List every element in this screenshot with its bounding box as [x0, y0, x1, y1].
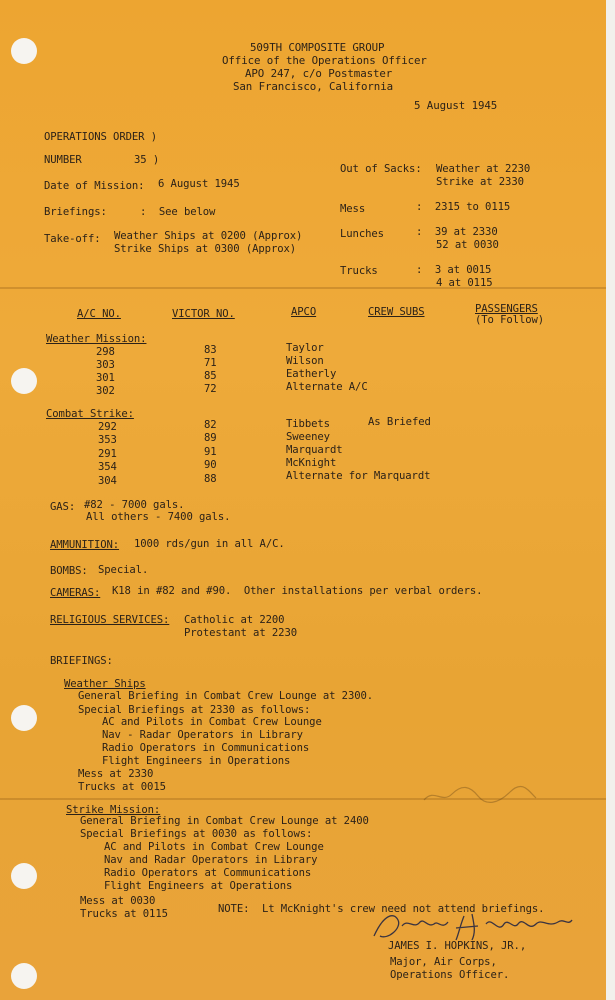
punch-hole — [11, 963, 37, 989]
takeoff-label: Take-off: — [44, 233, 101, 245]
table-cell-ac: 353 — [98, 434, 117, 446]
combat-strike-title: Combat Strike: — [46, 408, 134, 420]
table-cell-apco: Alternate A/C — [286, 381, 368, 393]
table-cell-victor: 85 — [204, 370, 217, 382]
briefing-line: Radio Operators at Communications — [104, 867, 312, 879]
table-cell-apco: Marquardt — [286, 444, 343, 456]
religious-catholic: Catholic at 2200 — [184, 614, 285, 626]
punch-hole — [11, 863, 37, 889]
cameras-value: K18 in #82 and #90. Other installations per verbal orders. — [112, 585, 483, 597]
religious-services-label: RELIGIOUS SERVICES: — [50, 614, 170, 626]
religious-protestant: Protestant at 2230 — [184, 627, 298, 639]
table-cell-ac: 354 — [98, 461, 117, 473]
signer-rank: Major, Air Corps, — [390, 956, 497, 968]
operations-order-label: OPERATIONS ORDER ) — [44, 131, 158, 143]
mess-label: Mess — [340, 203, 366, 215]
col-header-ac: A/C NO. — [77, 308, 121, 320]
table-cell-victor: 72 — [204, 383, 217, 395]
briefing-line: Mess at 0030 — [80, 895, 156, 907]
table-cell-apco: Sweeney — [286, 431, 330, 443]
lunches-label: Lunches — [340, 228, 384, 240]
takeoff-weather: Weather Ships at 0200 (Approx) — [114, 230, 303, 242]
table-cell-ac: 298 — [96, 346, 115, 358]
trucks-label: Trucks — [340, 265, 378, 277]
table-cell-apco: Taylor — [286, 342, 324, 354]
org-name: 509TH COMPOSITE GROUP — [250, 41, 385, 54]
weather-ships-title: Weather Ships — [64, 678, 146, 690]
table-cell-ac: 291 — [98, 448, 117, 460]
lunches-value-2: 52 at 0030 — [436, 239, 499, 251]
fold-line — [0, 287, 606, 289]
col-header-passengers: PASSENGERS — [475, 303, 538, 315]
out-of-sacks-label: Out of Sacks: — [340, 163, 422, 175]
gas-line-2: All others - 7400 gals. — [86, 511, 231, 523]
lunches-value-1: : 39 at 2330 — [416, 226, 498, 238]
strike-mission-title: Strike Mission: — [66, 804, 161, 816]
out-of-sacks-weather: Weather at 2230 — [436, 163, 531, 175]
table-cell-ac: 301 — [96, 372, 115, 384]
bombs-label: BOMBS: — [50, 565, 88, 577]
bombs-value: Special. — [98, 564, 149, 576]
briefings-label: Briefings: — [44, 206, 107, 218]
table-cell-victor: 88 — [204, 473, 217, 485]
table-cell-ac: 303 — [96, 359, 115, 371]
document-date: 5 August 1945 — [414, 99, 498, 112]
city-line: San Francisco, California — [233, 80, 394, 93]
col-header-victor: VICTOR NO. — [172, 308, 235, 320]
ammunition-label: AMMUNITION: — [50, 539, 120, 551]
col-header-crew-subs: CREW SUBS — [368, 306, 425, 318]
col-header-apco: APCO — [291, 306, 317, 318]
briefings-title: BRIEFINGS: — [50, 655, 113, 667]
briefing-line: General Briefing in Combat Crew Lounge at 2300. — [78, 690, 374, 702]
briefing-line: Nav and Radar Operators in Library — [104, 854, 318, 866]
table-cell-apco: Eatherly — [286, 368, 337, 380]
table-cell-victor: 90 — [204, 459, 217, 471]
signer-name: JAMES I. HOPKINS, JR., — [388, 940, 527, 952]
apo-line: APO 247, c/o Postmaster — [245, 67, 393, 80]
weather-mission-title: Weather Mission: — [46, 333, 147, 345]
briefing-line: Trucks at 0015 — [78, 781, 166, 793]
number-value: 35 ) — [134, 154, 160, 166]
table-cell-victor: 82 — [204, 419, 217, 431]
table-cell-apco: McKnight — [286, 457, 337, 469]
table-cell-apco: Tibbets — [286, 418, 330, 430]
office-name: Office of the Operations Officer — [222, 54, 427, 67]
briefing-line: Radio Operators in Communications — [102, 742, 310, 754]
briefing-line: AC and Pilots in Combat Crew Lounge — [104, 841, 324, 853]
briefing-line: Flight Engineers in Operations — [102, 755, 291, 767]
mission-date: 6 August 1945 — [158, 178, 240, 190]
briefing-line: Trucks at 0115 — [80, 908, 168, 920]
table-cell-victor: 71 — [204, 357, 217, 369]
table-cell-victor: 91 — [204, 446, 217, 458]
punch-hole — [11, 368, 37, 394]
gas-line-1: #82 - 7000 gals. — [84, 499, 185, 511]
briefing-line: AC and Pilots in Combat Crew Lounge — [102, 716, 322, 728]
table-cell-apco: Wilson — [286, 355, 324, 367]
table-cell-victor: 83 — [204, 344, 217, 356]
briefing-line: Mess at 2330 — [78, 768, 154, 780]
trucks-value-2: 4 at 0115 — [436, 277, 493, 289]
mission-date-label: Date of Mission: — [44, 180, 145, 192]
out-of-sacks-strike: Strike at 2330 — [436, 176, 524, 188]
mess-value: : 2315 to 0115 — [416, 201, 511, 213]
briefing-line: Special Briefings at 2330 as follows: — [78, 704, 311, 716]
briefing-note: NOTE: Lt McKnight's crew need not attend briefings. — [218, 903, 545, 915]
table-cell-crew-subs: As Briefed — [368, 416, 431, 428]
punch-hole — [11, 38, 37, 64]
briefings-value: : See below — [140, 206, 216, 218]
briefing-line: General Briefing in Combat Crew Lounge at 2400 — [80, 815, 369, 827]
table-cell-apco: Alternate for Marquardt — [286, 470, 431, 482]
ammunition-value: 1000 rds/gun in all A/C. — [134, 538, 285, 550]
pencil-scribble — [420, 782, 540, 808]
col-header-to-follow: (To Follow) — [475, 314, 545, 326]
table-cell-ac: 304 — [98, 475, 117, 487]
briefing-line: Flight Engineers at Operations — [104, 880, 293, 892]
number-label: NUMBER — [44, 154, 82, 166]
signer-title: Operations Officer. — [390, 969, 510, 981]
table-cell-ac: 302 — [96, 385, 115, 397]
table-cell-victor: 89 — [204, 432, 217, 444]
takeoff-strike: Strike Ships at 0300 (Approx) — [114, 243, 297, 255]
trucks-value-1: : 3 at 0015 — [416, 264, 492, 276]
briefing-line: Nav - Radar Operators in Library — [102, 729, 303, 741]
cameras-label: CAMERAS: — [50, 587, 101, 599]
briefing-line: Special Briefings at 0030 as follows: — [80, 828, 313, 840]
punch-hole — [11, 705, 37, 731]
table-cell-ac: 292 — [98, 421, 117, 433]
gas-label: GAS: — [50, 501, 76, 513]
